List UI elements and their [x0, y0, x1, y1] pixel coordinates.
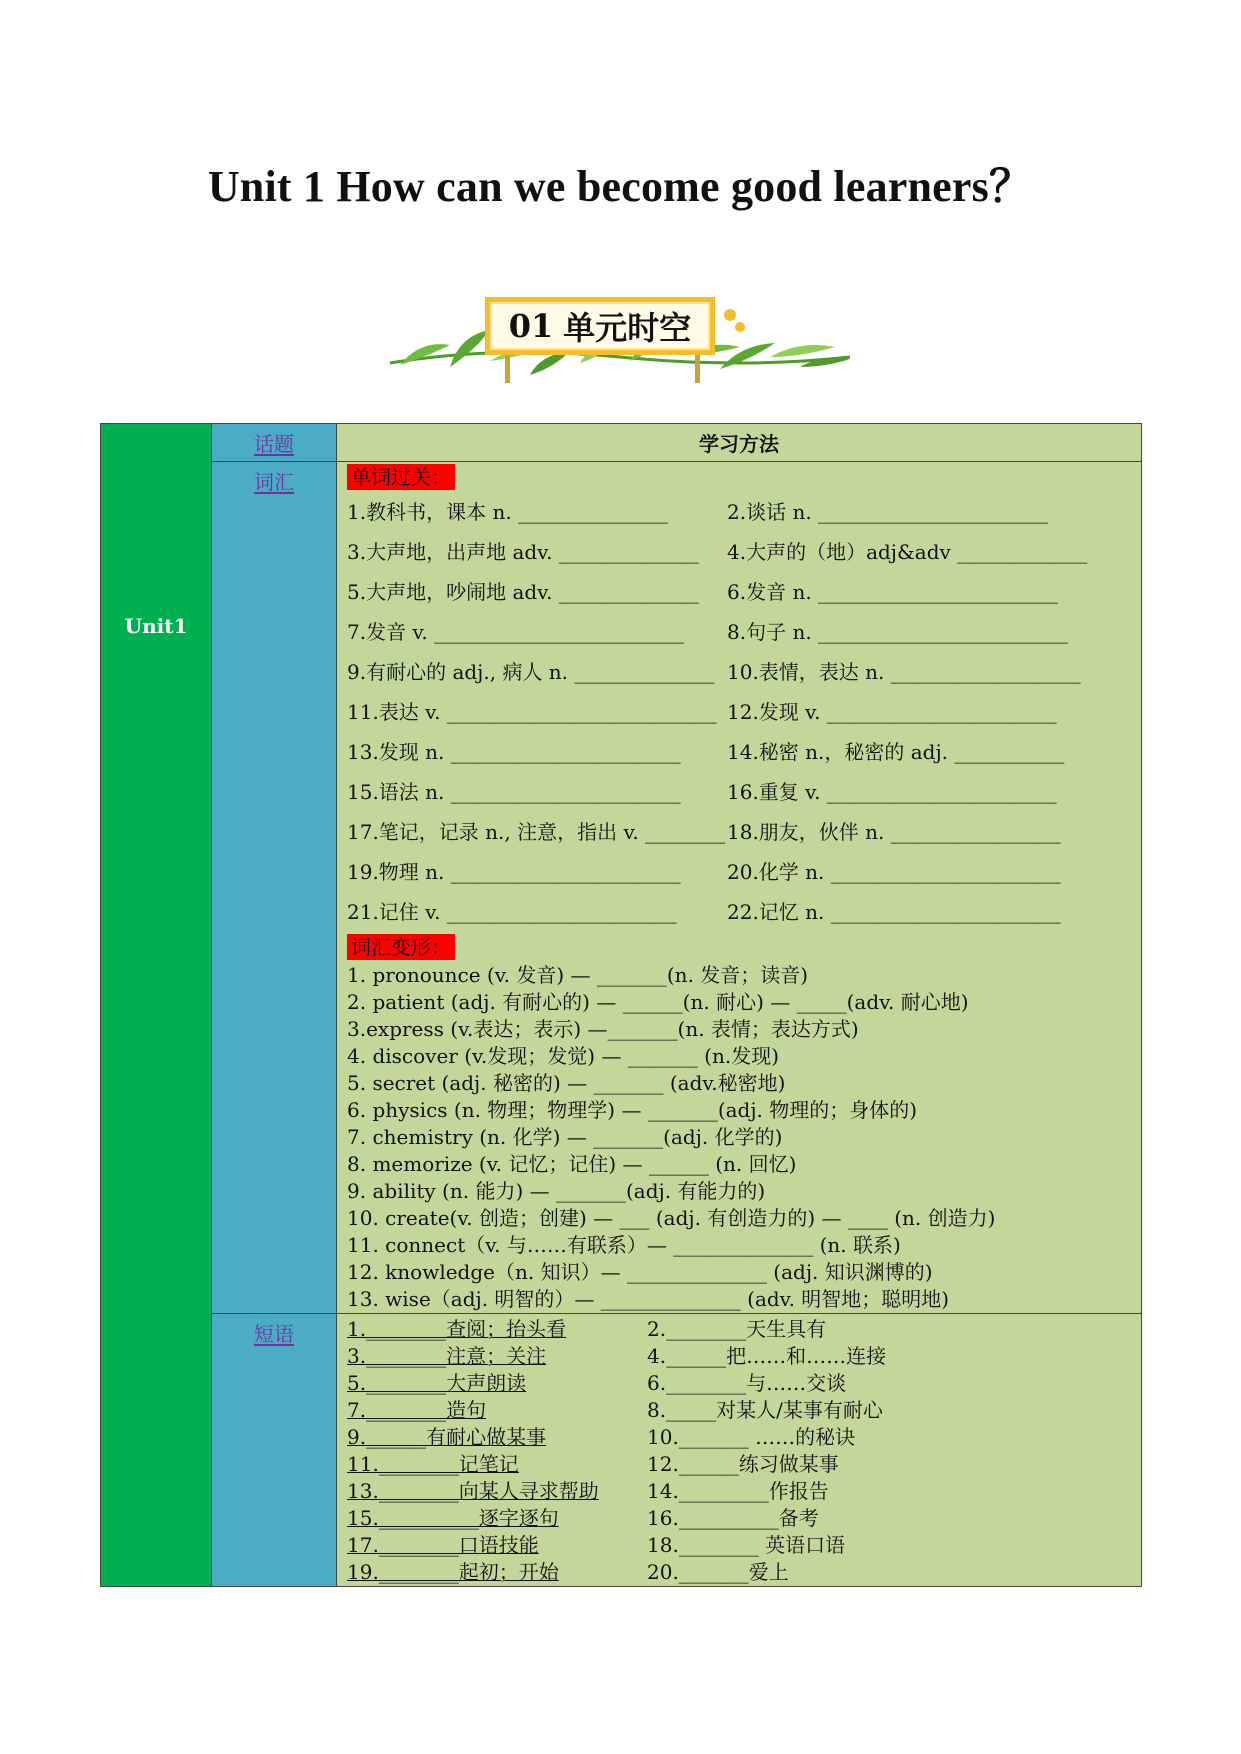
phrase-row — [347, 1478, 1131, 1505]
banner-label: 单元时空 — [563, 309, 692, 347]
vocab-item: 18.朋友，伙伴 n. _________________ — [727, 819, 1061, 844]
phrase-row — [347, 1316, 1131, 1343]
vocab-item: 11.表达 v. ___________________________ — [347, 699, 717, 724]
phrase-row — [347, 1532, 1131, 1559]
vocab-row — [347, 530, 1131, 570]
word-form-item: 9. ability (n. 能力) — _______(adj. 有能力的) — [347, 1179, 766, 1203]
vocab-item: 22.记忆 n. _______________________ — [727, 899, 1061, 924]
vocab-row — [347, 890, 1131, 930]
word-form-item: 12. knowledge（n. 知识）— ______________ (adj. 知识渊博的) — [347, 1260, 933, 1284]
phrase-item: 16.__________备考 — [647, 1506, 819, 1530]
word-form-item: 13. wise（adj. 明智的）— ______________ (adv. 明智地；聪明地) — [347, 1287, 950, 1311]
topic-content-cell — [337, 424, 1142, 462]
phrase-item: 15.__________逐字逐句 — [347, 1506, 559, 1530]
vocab-row — [347, 770, 1131, 810]
vocab-row — [347, 810, 1131, 850]
word-form-item: 5. secret (adj. 秘密的) — _______ (adv.秘密地) — [347, 1071, 786, 1095]
word-form-item: 6. physics (n. 物理；物理学) — _______(adj. 物理的；身体的) — [347, 1098, 918, 1122]
phrase-item: 18.________ 英语口语 — [647, 1533, 846, 1557]
phrase-row — [347, 1559, 1131, 1586]
vocab-item: 1.教科书，课本 n. _______________ — [347, 499, 669, 524]
phrase-item: 11.________记笔记 — [347, 1452, 519, 1476]
vocab-row — [347, 850, 1131, 890]
topic-label-cell — [212, 424, 337, 462]
section-banner — [380, 285, 860, 405]
topic-label: 话题 — [254, 432, 294, 456]
vocab-row — [347, 730, 1131, 770]
vocab-content-cell — [337, 462, 1142, 1314]
vocab-row — [347, 570, 1131, 610]
vocab-item: 8.句子 n. _________________________ — [727, 619, 1069, 644]
phrase-row — [347, 1424, 1131, 1451]
banner-title — [485, 297, 715, 355]
vocab-item: 15.语法 n. _______________________ — [347, 779, 681, 804]
forms-list — [347, 962, 1131, 1313]
phrase-item: 17.________口语技能 — [347, 1533, 539, 1557]
unit-label: Unit1 — [124, 614, 188, 638]
vocab-item: 21.记住 v. _______________________ — [347, 899, 677, 924]
vocab-row — [347, 650, 1131, 690]
phrase-list — [337, 1314, 1141, 1586]
phrase-label: 短语 — [254, 1322, 294, 1346]
vocab-item: 17.笔记，记录 n., 注意，指出 v. ________ — [347, 819, 726, 844]
unit-table — [100, 423, 1142, 1587]
vocab-item: 7.发音 v. _________________________ — [347, 619, 685, 644]
vocab-item: 12.发现 v. _______________________ — [727, 699, 1057, 724]
phrase-row — [347, 1451, 1131, 1478]
topic-heading: 学习方法 — [699, 432, 779, 456]
vocab-item: 20.化学 n. _______________________ — [727, 859, 1061, 884]
vocab-item: 16.重复 v. _______________________ — [727, 779, 1057, 804]
phrase-item: 7.________造句 — [347, 1398, 487, 1422]
phrase-item: 4.______把……和……连接 — [647, 1344, 887, 1368]
word-form-item: 1. pronounce (v. 发音) — _______(n. 发音；读音) — [347, 963, 809, 987]
phrase-label-cell — [212, 1314, 337, 1587]
word-form-item: 10. create(v. 创造；创建) — ___ (adj. 有创造力的) — ____ (n. 创造力) — [347, 1206, 996, 1230]
phrase-item: 12.______练习做某事 — [647, 1452, 839, 1476]
word-form-item: 7. chemistry (n. 化学) — _______(adj. 化学的) — [347, 1125, 783, 1149]
word-form-item: 2. patient (adj. 有耐心的) — ______(n. 耐心) — _____(adv. 耐心地) — [347, 990, 969, 1014]
vocab-item: 19.物理 n. _______________________ — [347, 859, 681, 884]
vocab-tag: 单词过关： — [347, 464, 455, 490]
vocab-label: 词汇 — [254, 470, 294, 494]
phrase-item: 6.________与……交谈 — [647, 1371, 847, 1395]
forms-tag: 词汇变形： — [347, 934, 455, 960]
phrase-row — [347, 1397, 1131, 1424]
phrase-item: 14._________作报告 — [647, 1479, 829, 1503]
unit-cell — [101, 424, 212, 1587]
vocab-item: 5.大声地，吵闹地 adv. ______________ — [347, 579, 699, 604]
phrase-item: 20._______爱上 — [647, 1560, 789, 1584]
phrase-item: 9.______有耐心做某事 — [347, 1425, 547, 1449]
page-title: Unit 1 How can we become good learners？ — [207, 162, 1034, 211]
vocab-item: 4.大声的（地）adj&adv _____________ — [727, 539, 1088, 564]
phrase-item: 10._______ ……的秘诀 — [647, 1425, 856, 1449]
vocab-item: 14.秘密 n.，秘密的 adj. ___________ — [727, 739, 1065, 764]
banner-number: 01 — [508, 307, 554, 345]
phrase-item: 5.________大声朗读 — [347, 1371, 527, 1395]
phrase-row — [347, 1505, 1131, 1532]
vocab-item: 13.发现 n. _______________________ — [347, 739, 681, 764]
vocab-item: 6.发音 n. ________________________ — [727, 579, 1059, 604]
phrase-item: 13.________向某人寻求帮助 — [347, 1479, 599, 1503]
vocab-row — [347, 490, 1131, 530]
phrase-item: 1.________查阅；抬头看 — [347, 1317, 567, 1341]
phrase-item: 2.________天生具有 — [647, 1317, 827, 1341]
vocab-item: 2.谈话 n. _______________________ — [727, 499, 1049, 524]
vocab-item: 10.表情，表达 n. ___________________ — [727, 659, 1081, 684]
vocab-item: 3.大声地，出声地 adv. ______________ — [347, 539, 699, 564]
phrase-content-cell — [337, 1314, 1142, 1587]
phrase-item: 8._____对某人/某事有耐心 — [647, 1398, 883, 1422]
word-form-item: 3.express (v.表达；表示) —_______(n. 表情；表达方式) — [347, 1017, 859, 1041]
phrase-item: 3.________注意；关注 — [347, 1344, 547, 1368]
word-form-item: 11. connect（v. 与……有联系）— ______________ (n. 联系) — [347, 1233, 901, 1257]
word-form-item: 4. discover (v.发现；发觉) — _______ (n.发现) — [347, 1044, 780, 1068]
phrase-row — [347, 1343, 1131, 1370]
vocab-label-cell — [212, 462, 337, 1314]
vocab-row — [347, 690, 1131, 730]
vocab-item: 9.有耐心的 adj., 病人 n. ______________ — [347, 659, 715, 684]
word-form-item: 8. memorize (v. 记忆；记住) — ______ (n. 回忆) — [347, 1152, 797, 1176]
vocab-list — [347, 490, 1131, 930]
vocab-row — [347, 610, 1131, 650]
phrase-item: 19.________起初；开始 — [347, 1560, 559, 1584]
phrase-row — [347, 1370, 1131, 1397]
